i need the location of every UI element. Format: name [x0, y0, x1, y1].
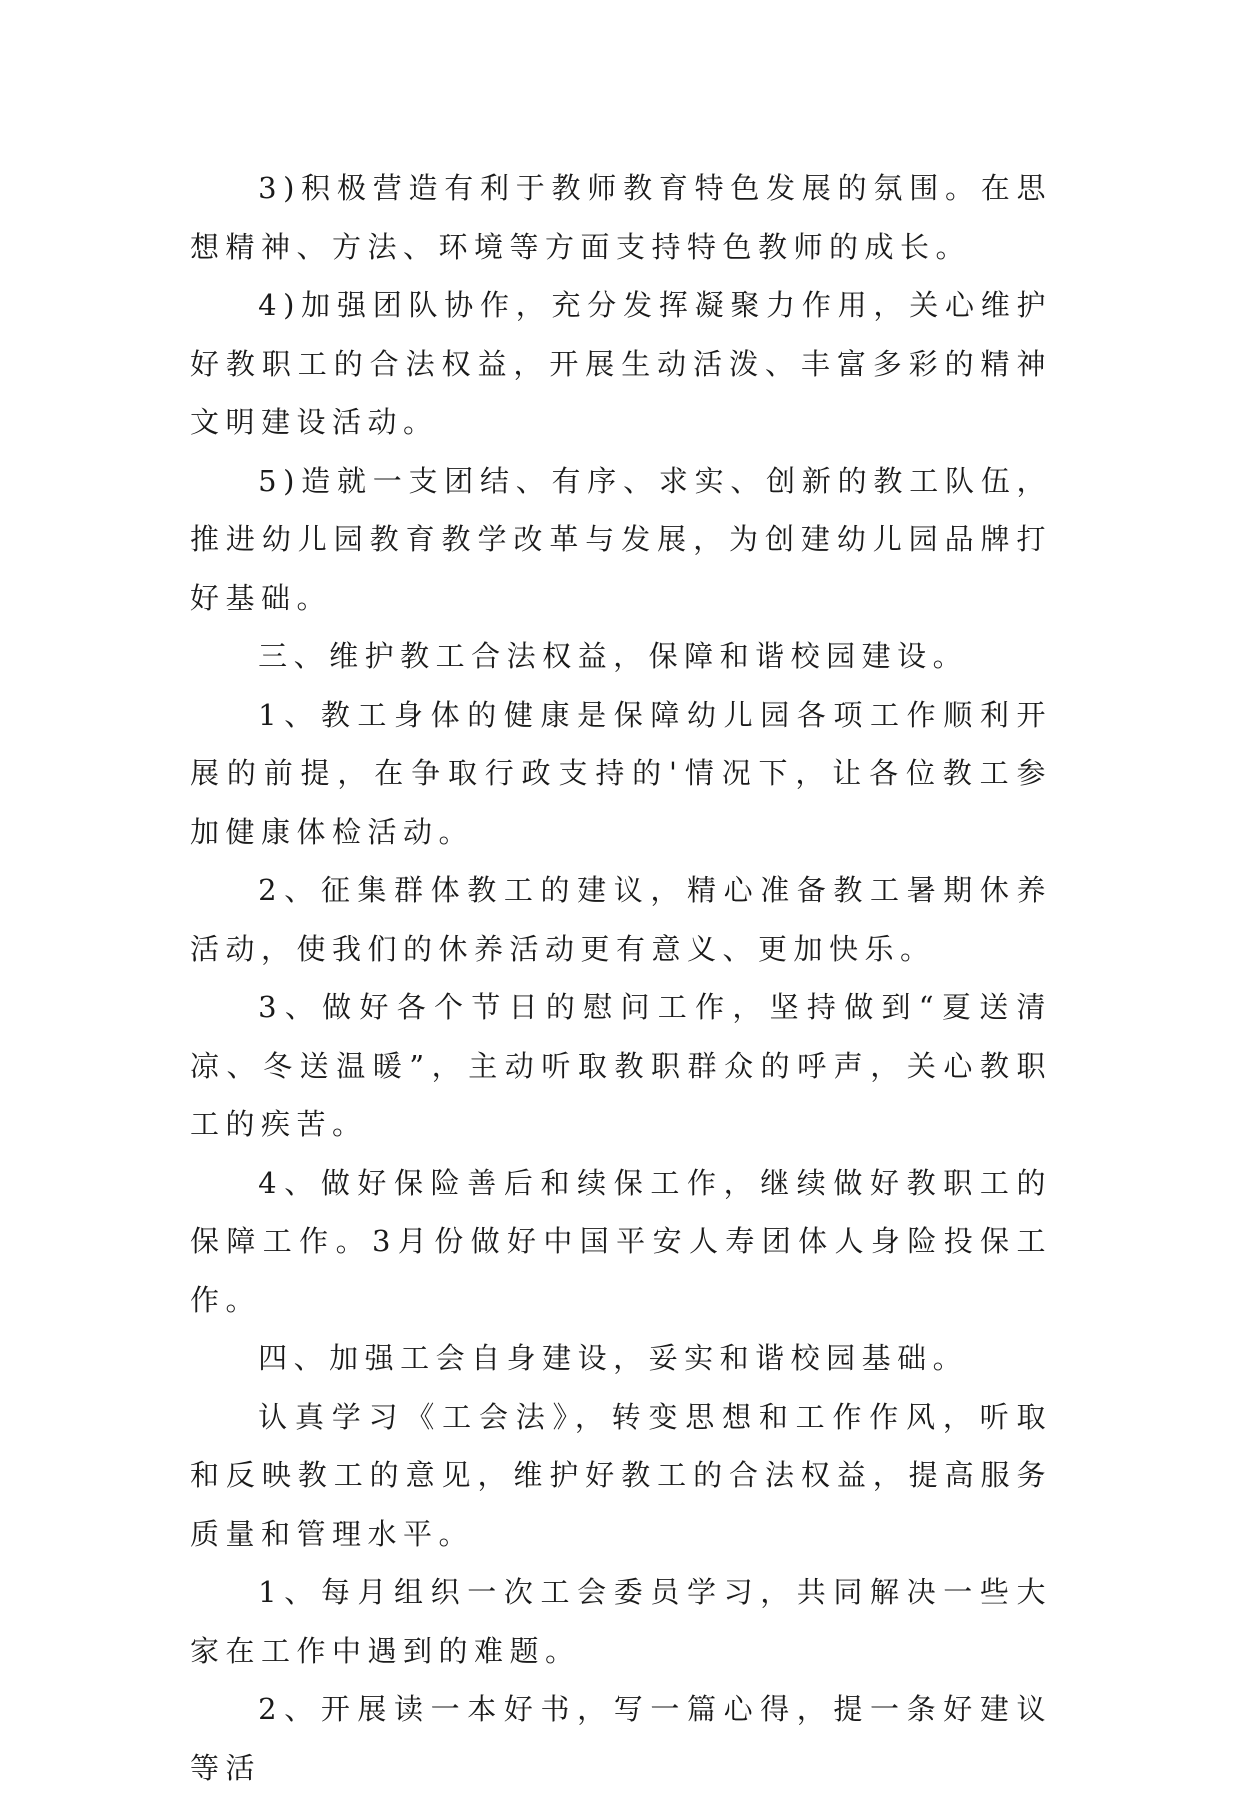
- paragraph-holiday-visits: 3、做好各个节日的慰问工作，坚持做到“夏送清凉、冬送温暖”，主动听取教职群众的呼声，关心教职工的疾苦。: [190, 990, 1052, 1141]
- paragraph-reading-activity: 2、开展读一本好书，写一篇心得，提一条好建议等活: [190, 1692, 1052, 1785]
- paragraph-item-3: 3)积极营造有利于教师教育特色发展的氛围。在思想精神、方法、环境等方面支持特色教师的成长。: [190, 171, 1052, 264]
- paragraph-union-law: 认真学习《工会法》，转变思想和工作作风，听取和反映教工的意见，维护好教工的合法权益，提高服务质量和管理水平。: [190, 1399, 1052, 1551]
- section-heading-4: 四、加强工会自身建设，妥实和谐校园基础。: [258, 1341, 969, 1375]
- paragraph-item-5: 5)造就一支团结、有序、求实、创新的教工队伍，推进幼儿园教育教学改革与发展，为创建幼儿园品牌打好基础。: [190, 463, 1052, 615]
- paragraph-health-checkup: 1、教工身体的健康是保障幼儿园各项工作顺利开展的前提，在争取行政支持的'情况下，让各位教工参加健康体检活动。: [190, 697, 1052, 849]
- paragraph-summer-retreat: 2、征集群体教工的建议，精心准备教工暑期休养活动，使我们的休养活动更有意义、更加快乐。: [190, 873, 1052, 966]
- document-body: [190, 159, 1052, 1797]
- section-heading-3: 三、维护教工合法权益，保障和谐校园建设。: [258, 639, 969, 673]
- paragraph-item-4: 4)加强团队协作，充分发挥凝聚力作用，关心维护好教职工的合法权益，开展生动活泼、丰富多彩的精神文明建设活动。: [190, 288, 1052, 439]
- paragraph-insurance: 4、做好保险善后和续保工作，继续做好教职工的保障工作。3月份做好中国平安人寿团体人身险投保工作。: [190, 1165, 1052, 1317]
- paragraph-monthly-study: 1、每月组织一次工会委员学习，共同解决一些大家在工作中遇到的难题。: [190, 1575, 1052, 1668]
